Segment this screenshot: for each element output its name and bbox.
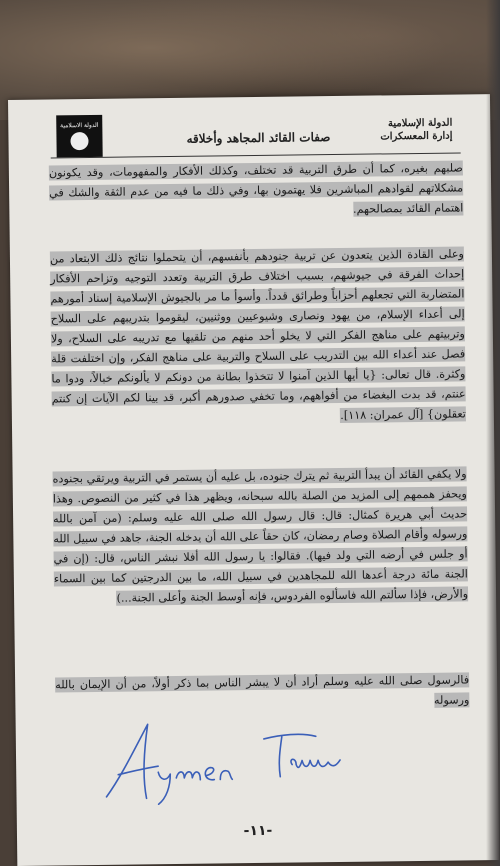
paragraph-1 (49, 158, 464, 223)
paragraph-4-text: فالرسول صلى الله عليه وسلم أراد أن لا يبشر الناس بما ذكر أولاً، من أن الإيمان بالله ورسوله (55, 673, 470, 707)
paragraph-2 (50, 244, 466, 429)
seal-icon (70, 132, 88, 150)
org-line-1: الدولة الإسلامية (387, 117, 453, 130)
page-edge-shadow (486, 0, 500, 866)
paragraph-2-text: وعلى القادة الذين يتعدون عن تربية جنودهم بأنفسهم، أن يتحملوا نتائج ذلك الابتعاد من إحداث الفرقة في جيوشهم، بسبب اختلاف طرق التربية وتعدد التوجيه وتزاحم الأفكار المتضاربة التي تجعلهم أحزاباً وطرائق قدداً. وأسوأ ما مر بالجيوش الإسلامية إسناد أمورهم إلى أعداء الإسلام، من يهود ونصارى وشيوعيين ووثنيين، ليقوموا بتدريبهم على السلاح وتربيتهم على مناهج الفكر التي لا يخلو أحد منهم من تلقيها مع تدريبه على السلاح، ولا فصل عند أعداء الله بين التدريب على السلاح والتربية على مناهج الفكر، وإن اختلفت قلة وكثرة. قال تعالى: {يا أيها الذين آمنوا لا تتخذوا بطانة من دونكم لا يألونكم خبالاً، ودوا ما عنتم، قد بدت البغضاء من أفواههم، وما تخفي صدورهم أكبر، قد بينا لكم الآيات إن كنتم تعقلون} [آل عمران: ١١٨]. (49, 247, 466, 422)
page-title: صفات القائد المجاهد وأخلاقه (186, 130, 331, 146)
paragraph-3-text: ولا يكفي القائد أن يبدأ التربية ثم يترك جنوده، بل عليه أن يستمر في التربية ويرتقي بجنوده ويحفز هممهم إلى المزيد من الصلة بالله سبحانه، ويظهر هذا في كثير من النصوص. وهذا حديث أبي هريرة كمثال: قال: قال رسول الله صلى الله عليه وسلم: (من آمن بالله ورسوله وأقام الصلاة وصام رمضان، كان حقاً على الله أن يدخله الجنة، جاهد في سبيل الله أو جلس في أرضه التي ولد فيها). فقالوا: يا رسول الله أفلا نبشر الناس، قال: (إن في الجنة مائة درجة أعدها الله للمجاهدين في سبيل الله، ما بين الدرجتين كما بين السماء والأرض، فإذا سألتم الله فاسألوه الفردوس، فإنه أوسط الجنة وأعلى الجنة...) (52, 467, 469, 605)
header-divider (51, 152, 461, 158)
page-number: -١١- (243, 822, 273, 840)
isis-logo (56, 115, 103, 158)
org-line-2: إدارة المعسكرات (380, 130, 453, 143)
document-page (8, 94, 499, 866)
handwritten-signature (96, 714, 357, 807)
paragraph-1-text: صلبهم بغيره، كما أن طرق التربية قد تختلف، وكذلك الأفكار والمفهومات، وقد يكونون مشكلاتهم لقوادهم المباشرين فلا يهتمون بها، وفي ذلك ما فيه من عدم الثقة والشك في اهتمام القائد بمصالحهم. (48, 161, 464, 216)
paragraph-3 (53, 464, 469, 609)
organization-header (342, 117, 452, 144)
paragraph-4 (55, 670, 469, 715)
logo-text: الدولة الاسلامية (60, 121, 99, 130)
